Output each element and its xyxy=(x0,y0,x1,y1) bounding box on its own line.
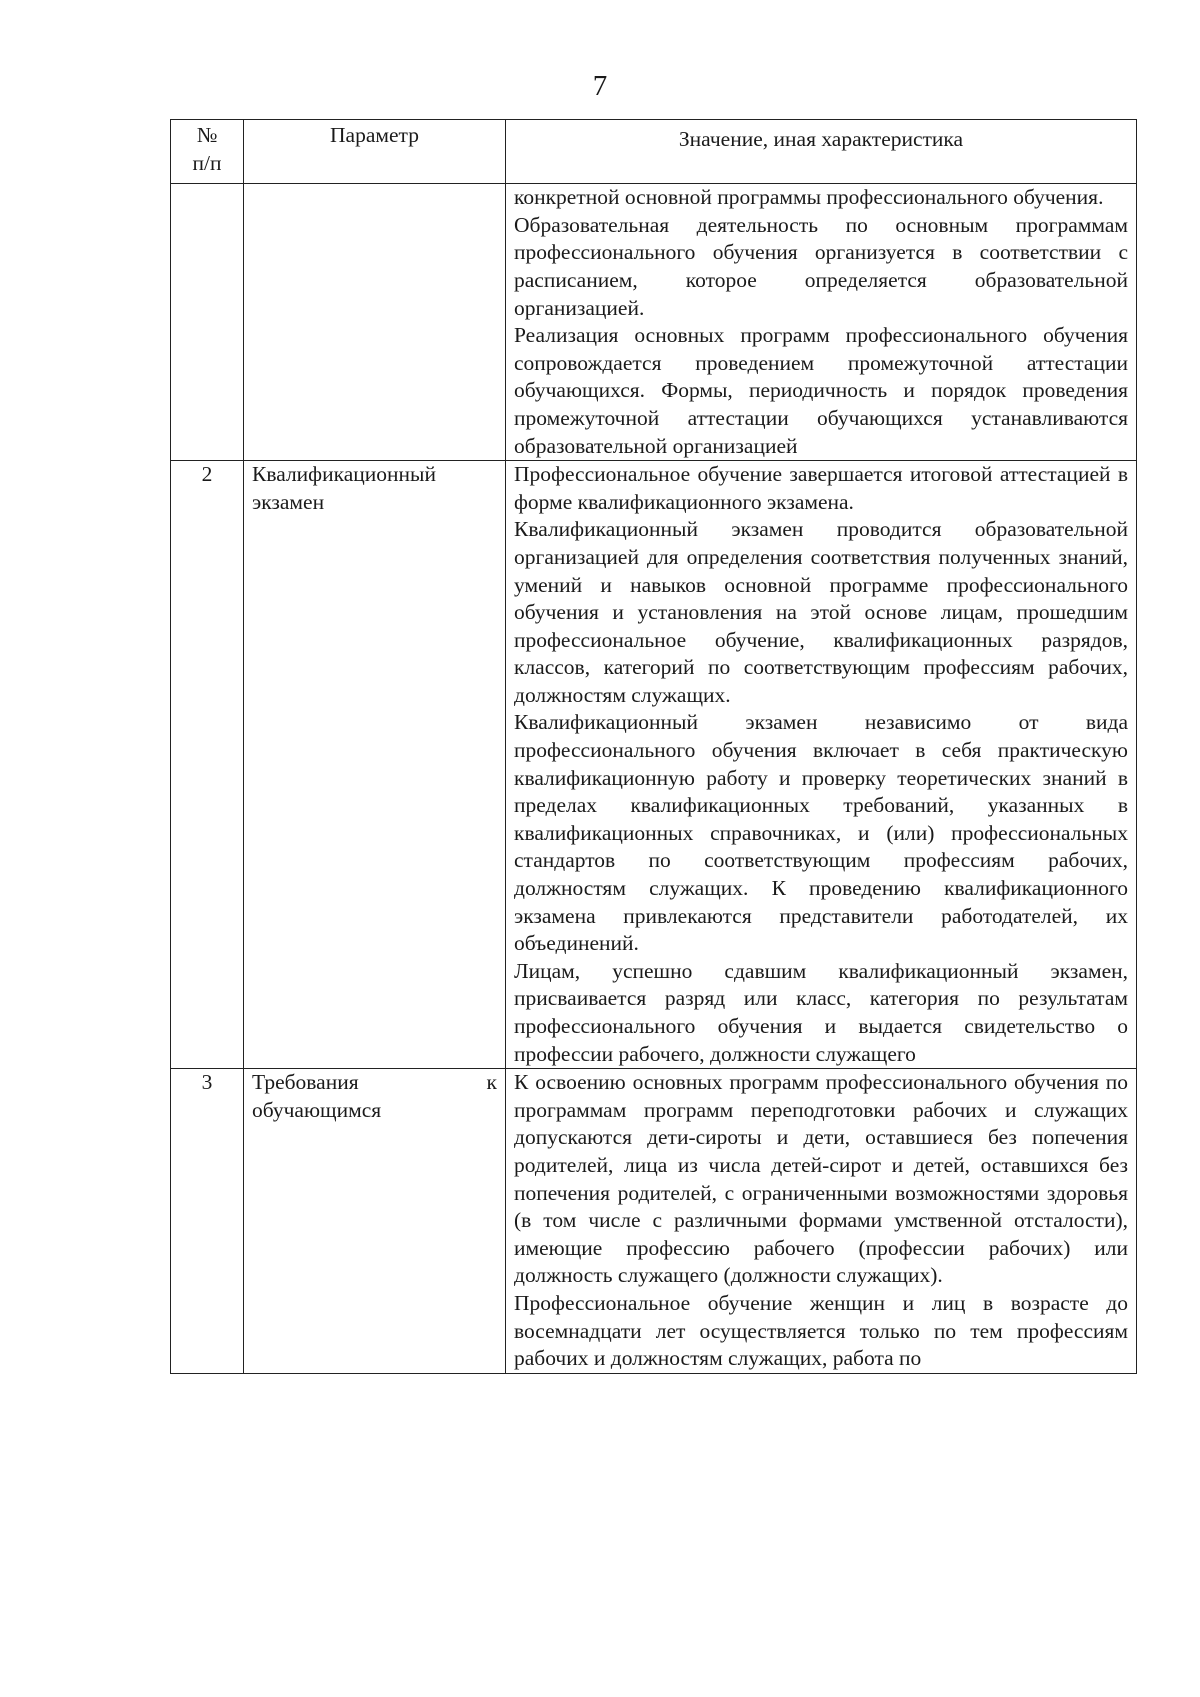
row-number-cell xyxy=(171,184,244,461)
row-value-cell xyxy=(506,1069,1137,1374)
value-paragraph: К освоению основных программ профессионального обучения по программам программ переподготовки рабочих и служащих допускаются дети-сироты и дети, оставшиеся без попечения родителей, лица из числа детей-сирот и детей, оставшихся без попечения родителей, с ограниченными возможностями здоровья (в том числе с различными формами умственной отсталости), имеющие профессию рабочего (профессии рабочих) или должность служащего (должности служащих). xyxy=(514,1070,1128,1288)
parameter-text-line: экзамен xyxy=(252,489,325,514)
row-parameter-cell xyxy=(244,1069,506,1374)
header-parameter: Параметр xyxy=(244,120,506,184)
row-value-cell xyxy=(506,184,1137,461)
table-header-row xyxy=(171,120,1137,184)
parameters-table xyxy=(170,119,1137,1374)
header-number xyxy=(171,120,244,184)
value-paragraph: конкретной основной программы профессионального обучения. xyxy=(514,185,1104,210)
row-parameter-cell xyxy=(244,461,506,1069)
table-row xyxy=(171,461,1137,1069)
parameter-text-line: обучающимся xyxy=(252,1097,382,1122)
row-number-cell: 3 xyxy=(171,1069,244,1374)
value-paragraph: Квалификационный экзамен независимо от вида профессионального обучения включает в себя практическую квалификационную работу и проверку теоретических знаний в пределах квалификационных требований, указанных в квалификационных справочниках, и (или) профессиональных стандартов по соответствующим профессиям рабочих, должностям служащих. К проведению квалификационного экзамена привлекаются представители работодателей, их объединений. xyxy=(514,710,1128,956)
header-value: Значение, иная характеристика xyxy=(506,120,1137,184)
header-number-abbrev: п/п xyxy=(192,150,222,175)
parameter-text-line: Квалификационный xyxy=(252,462,436,487)
value-paragraph: Квалификационный экзамен проводится образовательной организацией для определения соответствия полученных знаний, умений и навыков основной программе профессионального обучения и установления на этой основе лицам, прошедшим профессиональное обучение, квалификационных разрядов, классов, категорий по соответствующим профессиям рабочих, должностям служащих. xyxy=(514,517,1128,707)
value-paragraph: Профессиональное обучение женщин и лиц в возрасте до восемнадцати лет осуществляется только по тем профессиям рабочих и должностям служащих, работа по xyxy=(514,1290,1128,1371)
value-paragraph: Реализация основных программ профессионального обучения сопровождается проведением промежуточной аттестации обучающихся. Формы, периодичность и порядок проведения промежуточной аттестации обучающихся устанавливаются образовательной организацией xyxy=(514,323,1128,458)
parameter-word: Требования xyxy=(252,1070,359,1095)
parameter-word: к xyxy=(486,1070,497,1095)
value-paragraph: Образовательная деятельность по основным программам профессионального обучения организуется в соответствии с расписанием, которое определяется образовательной организацией. xyxy=(514,212,1128,320)
parameter-text-line xyxy=(252,1069,497,1097)
row-parameter-cell xyxy=(244,184,506,461)
value-paragraph: Лицам, успешно сдавшим квалификационный экзамен, присваивается разряд или класс, категория по результатам профессионального обучения и выдается свидетельство о профессии рабочего, должности служащего xyxy=(514,958,1128,1066)
page-number: 7 xyxy=(592,70,608,102)
row-value-cell xyxy=(506,461,1137,1069)
table-row xyxy=(171,1069,1137,1374)
table-row xyxy=(171,184,1137,461)
value-paragraph: Профессиональное обучение завершается итоговой аттестацией в форме квалификационного экзамена. xyxy=(514,462,1128,514)
header-number-symbol: № xyxy=(196,123,218,147)
row-number-cell: 2 xyxy=(171,461,244,1069)
